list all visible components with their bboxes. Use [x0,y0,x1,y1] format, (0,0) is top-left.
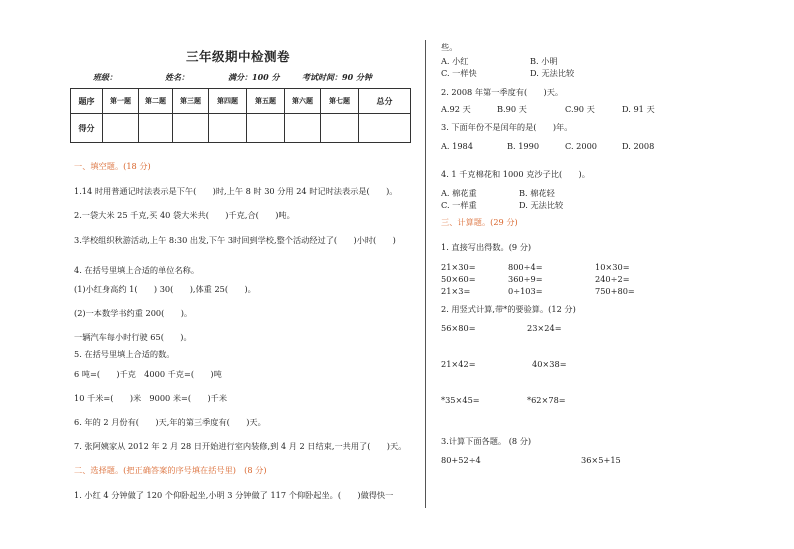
calc-item: 21×30= [441,262,476,272]
score-table [70,88,411,143]
score-cell[interactable] [103,114,139,143]
question-3: 3.学校组织秋游活动,上午 8:30 出发,下午 3时回到学校,整个活动经过了( )小时( ) [74,235,396,245]
score-cell[interactable] [173,114,209,143]
mc1-option-d: D. 无法比较 [530,68,575,78]
question-5b: 10 千米=( )米 9000 米=( )千米 [74,393,228,403]
score-header-cell: 第五题 [247,89,285,114]
exam-time: 考试时间：90 分钟 [302,72,372,82]
section-fill-in: 一、填空题。(18 分) [74,161,151,171]
calc-question-2: 2. 用竖式计算,带*的要验算。(12 分) [441,304,576,314]
question-5a: 6 吨=( )千克 4000 千克=( )吨 [74,369,222,379]
mc3-option: D. 2008 [622,141,655,151]
score-header-cell: 第一题 [103,89,139,114]
mc1-option-c: C. 一样快 [441,68,477,78]
question-5: 5. 在括号里填上合适的数。 [74,349,175,359]
mc-question-2: 2. 2008 年第一季度有( )天。 [441,87,564,97]
calc-item: *62×78= [527,395,566,405]
score-header-cell: 第二题 [139,89,173,114]
calc-item: 21×3= [441,286,471,296]
mc2-option: A.92 天 [441,104,471,114]
mc2-option: D. 91 天 [622,104,655,114]
calc-item: 750+80= [595,286,635,296]
score-cell[interactable] [285,114,321,143]
calc-question-3: 3.计算下面各题。 (8 分) [441,436,532,446]
calc-item: 23×24= [527,323,562,333]
section-multiple-choice: 二、选择题。(把正确答案的序号填在括号里) (8 分) [74,465,267,475]
mc2-option: C.90 天 [565,104,595,114]
score-cell[interactable] [359,114,411,143]
mc-question-3: 3. 下面年份不是闰年的是( )年。 [441,122,573,132]
calc-item: 36×5+15 [581,455,621,465]
mc4-option-d: D. 无法比较 [519,200,564,210]
calc-item: 50×60= [441,274,476,284]
score-cell[interactable] [139,114,173,143]
question-4b: (2)一本数学书约重 200( )。 [74,308,193,318]
score-header-cell: 总分 [359,89,411,114]
class-label: 班级： [93,72,117,82]
score-header-cell: 题序 [71,89,103,114]
calc-item: 0÷103= [508,286,543,296]
mc1-option-b: B. 小明 [530,56,558,66]
page-title: 三年级期中检测卷 [186,49,291,64]
question-4c: 一辆汽车每小时行驶 65( )。 [74,332,192,342]
question-6: 6. 年的 2 月份有( )天,年的第三季度有( )天。 [74,417,266,427]
question-4: 4. 在括号里填上合适的单位名称。 [74,265,200,275]
calc-item: 40×38= [532,359,567,369]
score-cell[interactable] [209,114,247,143]
mc1-continuation: 些。 [441,42,458,52]
name-label: 姓名： [165,72,189,82]
calc-item: 56×80= [441,323,476,333]
calc-item: 360÷9= [508,274,543,284]
question-1: 1.14 时用普通记时法表示是下午( )时,上午 8 时 30 分用 24 时记时法表示是( )。 [74,186,398,196]
mc1-option-a: A. 小红 [441,56,469,66]
question-4a: (1)小红身高约 1( ) 30( ),体重 25( )。 [74,284,256,294]
score-row-label: 得分 [71,114,103,143]
calc-item: 10×30= [595,262,630,272]
question-7: 7. 张阿姨家从 2012 年 2 月 28 日开始进行室内装修,到 4 月 2 日结束,一共用了( )天。 [74,441,407,451]
full-score: 满分：100 分 [228,72,280,82]
score-header-cell: 第七题 [321,89,359,114]
mc-question-1: 1. 小红 4 分钟做了 120 个仰卧起坐,小明 3 分钟做了 117 个仰卧起坐。( )做得快一 [74,490,394,500]
calc-item: 800÷4= [508,262,543,272]
mc3-option: A. 1984 [441,141,473,151]
score-header-cell: 第六题 [285,89,321,114]
mc4-option-c: C. 一样重 [441,200,477,210]
calc-item: 240÷2= [595,274,630,284]
question-2: 2.一袋大米 25 千克,买 40 袋大米共( )千克,合( )吨。 [74,210,295,220]
calc-item: 80+52÷4 [441,455,481,465]
calc-item: 21×42= [441,359,476,369]
calc-question-1: 1. 直接写出得数。(9 分) [441,242,532,252]
score-cell[interactable] [321,114,359,143]
score-header-cell: 第四题 [209,89,247,114]
mc2-option: B.90 天 [497,104,527,114]
column-divider [425,40,426,508]
section-calculation: 三、计算题。(29 分) [441,217,518,227]
mc4-option-b: B. 棉花轻 [519,188,555,198]
calc-item: *35×45= [441,395,480,405]
score-cell[interactable] [247,114,285,143]
score-header-cell: 第三题 [173,89,209,114]
mc3-option: C. 2000 [565,141,598,151]
mc-question-4: 4. 1 千克棉花和 1000 克沙子比( )。 [441,169,590,179]
mc4-option-a: A. 棉花重 [441,188,477,198]
mc3-option: B. 1990 [507,141,540,151]
